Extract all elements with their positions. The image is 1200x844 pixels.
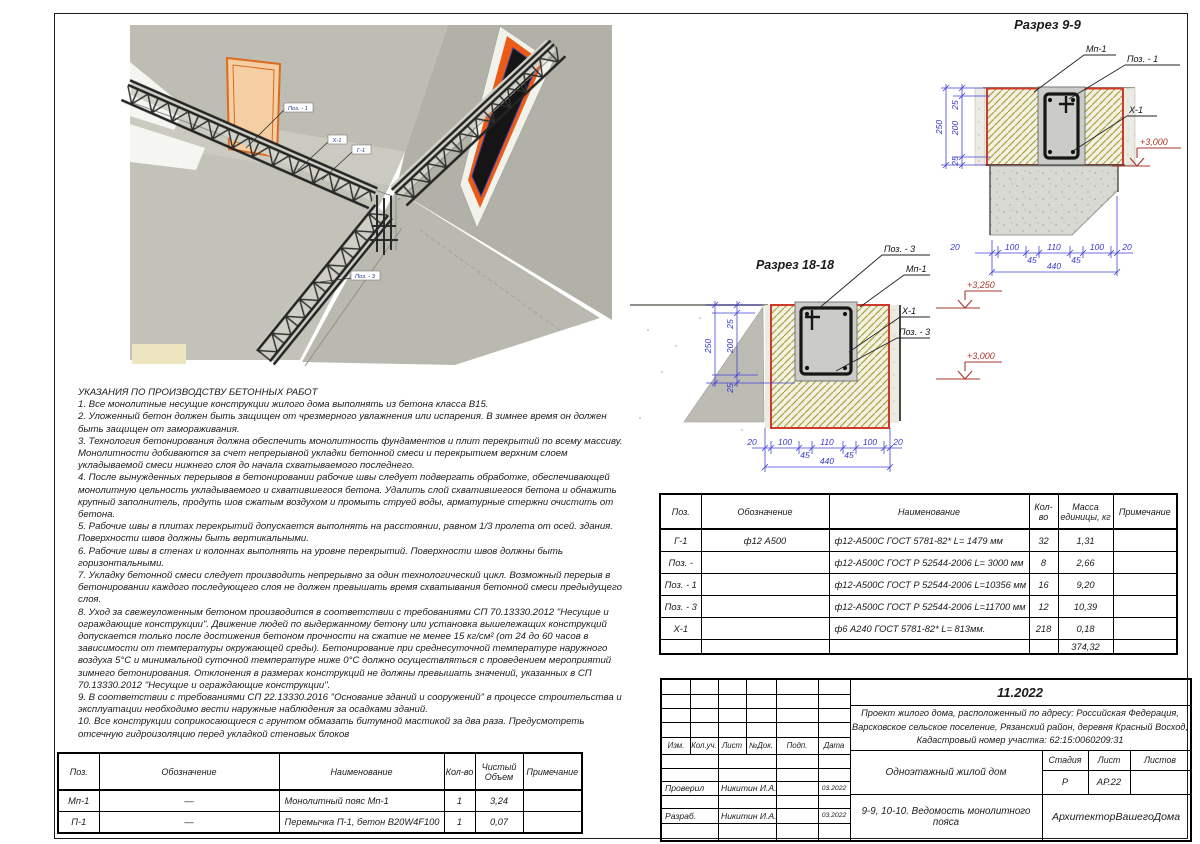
svg-text:250: 250 xyxy=(703,338,713,354)
note-line: 9. В соответствии с требованиями СП 22.13330.2016 "Основание зданий и сооружений" в процессе строительства и xyxy=(78,692,622,704)
svg-text:100: 100 xyxy=(777,437,793,447)
axon-callout-label: Г-1 xyxy=(356,148,366,154)
note-line: Монолитности добиваются за счет непрерывной укладки бетонной смеси и перекрытием верхним слоем xyxy=(78,448,568,460)
table-row xyxy=(660,596,1177,618)
table-cell: 218 xyxy=(1029,618,1058,640)
table-cell: ф12-А500С ГОСТ Р 52544-2006 L= 3000 мм xyxy=(829,552,1029,574)
table-cell xyxy=(701,640,829,655)
note-line: ограждающие конструкции". Движение людей по выдержанному бетону или установка вышележащих конструкций xyxy=(78,618,607,630)
svg-text:440: 440 xyxy=(1046,261,1062,271)
insulation-hatch xyxy=(1085,89,1123,164)
table-cell xyxy=(829,640,1029,655)
section-9-9-title: Разрез 9-9 xyxy=(1014,17,1081,32)
table-cell: 1,31 xyxy=(1058,529,1113,552)
elevation-value: +3,250 xyxy=(967,280,995,290)
tb-sheets-label: Листов xyxy=(1143,755,1177,765)
svg-text:250: 250 xyxy=(934,119,944,135)
note-line: зависимости от температуры окружающей среды). Бетонирование при среднесуточной температуре наружного xyxy=(78,643,608,655)
svg-text:25: 25 xyxy=(725,319,735,329)
col-header: Наименование xyxy=(829,494,1029,529)
tb-sheets-value xyxy=(1130,770,1190,794)
svg-text:440: 440 xyxy=(819,456,835,466)
tb-checked-date: 03.2022 xyxy=(821,784,847,792)
svg-text:100: 100 xyxy=(1089,242,1105,252)
tb-stage-value: Р xyxy=(1061,776,1069,788)
table-cell xyxy=(701,596,829,618)
table-cell: 0,18 xyxy=(1058,618,1113,640)
col-header: Кол-во xyxy=(444,753,475,790)
table-cell: Поз. - 3 xyxy=(660,596,701,618)
svg-text:200: 200 xyxy=(725,338,735,354)
note-line: 8. Уход за свежеуложенным бетоном производится в соответствии с требованиями СП 70.13330.2012 "Несущие и xyxy=(78,606,609,618)
tb-col-izm: Изм. xyxy=(667,741,685,750)
svg-text:20: 20 xyxy=(893,437,903,447)
table-cell: Мп-1 xyxy=(58,790,99,812)
note-line: укладываемой смеси нижнего слоя до начала схватываемого последнего. xyxy=(78,460,415,472)
note-line: бетона. xyxy=(78,509,116,521)
tb-doc-name: 9-9, 10-10. Ведомость монолитного пояса xyxy=(861,806,1031,828)
svg-text:25: 25 xyxy=(725,383,735,393)
note-line: 7. Укладку бетонной смеси следует производить непрерывно за один технологический цикл. Возможный перерыв в xyxy=(78,570,611,582)
table-cell: 1 xyxy=(444,812,475,834)
tb-dev-label: Разраб. xyxy=(665,810,697,821)
tb-dev-name: Никитин И.А. xyxy=(721,810,777,821)
block-face xyxy=(132,344,186,364)
col-header: Поз. xyxy=(660,494,701,529)
note-line: 6. Рабочие швы в стенах и колоннах выполнять на уровне перекрытий. Поверхности швов должны быть xyxy=(78,545,563,557)
tb-sheet-value: АР.22 xyxy=(1096,776,1122,788)
tb-col-dok: №Док. xyxy=(748,741,774,750)
table-cell xyxy=(660,640,701,655)
section-18-18-title: Разрез 18-18 xyxy=(755,258,835,272)
table-cell: 1 xyxy=(444,790,475,812)
table-cell: ф12-А500С ГОСТ Р 52544-2006 L=10356 мм xyxy=(829,574,1029,596)
callout-label: Х-1 xyxy=(1129,105,1144,115)
note-line: быть защищен от замораживания. xyxy=(78,423,240,435)
tb-col-data: Дата xyxy=(823,741,845,750)
tb-dev-date: 03.2022 xyxy=(821,812,847,819)
tb-address-line: Варсковское сельское поселение, Рязанский район, деревня Красный Восход, xyxy=(852,721,1188,732)
note-line: крупный заполнитель, продуть шов сжатым воздухом и промыть струей воды, арматурные стержни очистить от xyxy=(78,496,614,508)
rebar-spec-table xyxy=(659,493,1178,655)
col-header: Кол-во xyxy=(1029,494,1058,529)
note-line: монолитную цельность укладываемого и схватившегося бетона. Удалить слой схватившегося бетона и обнажить xyxy=(78,484,617,496)
table-header-row xyxy=(58,753,582,790)
table-cell: Монолитный пояс Мп-1 xyxy=(279,790,444,812)
note-line: 5. Рабочие швы в плитах перекрытий допускается выполнять на расстоянии, равном 1/3 пролета от осей. здания. xyxy=(78,521,613,533)
callout-label: Поз. - 1 xyxy=(1127,54,1159,64)
svg-text:20: 20 xyxy=(1122,242,1132,252)
ground-slope xyxy=(684,307,764,422)
table-cell: 374,32 xyxy=(1058,640,1113,655)
tb-col-koluch: Кол.уч. xyxy=(691,741,717,750)
note-line: Поверхности швов должны быть вертикальными. xyxy=(78,533,309,545)
table-cell xyxy=(1113,596,1177,618)
table-cell xyxy=(1113,574,1177,596)
table-cell xyxy=(1113,552,1177,574)
col-header: Масса единицы, кг xyxy=(1058,494,1113,529)
note-line: горизонтальными. xyxy=(78,557,165,569)
table-row xyxy=(660,640,1177,655)
title-block xyxy=(660,678,1192,842)
table-row xyxy=(660,618,1177,640)
svg-text:25: 25 xyxy=(950,100,960,110)
table-row xyxy=(660,529,1177,552)
tb-col-podp: Подп. xyxy=(786,741,808,750)
callout-label: Поз. - 3 xyxy=(884,244,916,254)
axon-callout-label: Х-1 xyxy=(332,138,342,144)
tb-company: АрхитекторВашегоДома xyxy=(1051,811,1181,823)
insulation-hatch xyxy=(987,89,1040,164)
table-cell: ф12-А500С ГОСТ Р 52544-2006 L=11700 мм xyxy=(829,596,1029,618)
note-line: 2. Уложенный бетон должен быть защищен от чрезмерного увлажнения или испарения. В зимнее время он должен xyxy=(78,411,607,423)
note-line: эксплуатации необходимо вести наружные наблюдения за осадками зданий. xyxy=(78,704,428,716)
axon-view xyxy=(121,25,612,366)
elevation-value: +3,000 xyxy=(1140,137,1168,147)
notes-lines xyxy=(78,399,658,741)
table-cell xyxy=(701,574,829,596)
note-line: слоя. xyxy=(78,594,102,606)
tb-checked-label: Проверил xyxy=(665,783,705,793)
table-cell: Г-1 xyxy=(660,529,701,552)
note-line: 3. Технология бетонирования должна обеспечить монолитность фундаментов и плит перекрытий по всему массиву. xyxy=(78,435,623,447)
table-cell: 9,20 xyxy=(1058,574,1113,596)
axon-callout-label: Поз. - 1 xyxy=(287,106,309,112)
note-line: зимнего бетонирования. Отклонения в размерах конструкций не должны превышать значений, указанных в СП xyxy=(78,667,592,679)
table-row xyxy=(660,552,1177,574)
col-header: Наименование xyxy=(279,753,444,790)
table-cell: Поз. - 1 xyxy=(660,574,701,596)
table-cell: 10,39 xyxy=(1058,596,1113,618)
table-cell: ф6 А240 ГОСТ 5781-82* L= 813мм. xyxy=(829,618,1029,640)
table-row xyxy=(660,574,1177,596)
col-header: Примечание xyxy=(1113,494,1177,529)
elevation-value: +3,000 xyxy=(967,351,995,361)
table-cell xyxy=(701,618,829,640)
notes-title: УКАЗАНИЯ ПО ПРОИЗВОДСТВУ БЕТОННЫХ РАБОТ xyxy=(78,387,318,398)
table-cell: 2,66 xyxy=(1058,552,1113,574)
table-cell: — xyxy=(99,812,279,834)
svg-text:110: 110 xyxy=(1047,242,1061,252)
table-cell: Поз. - xyxy=(660,552,701,574)
callout-label: Поз. - 3 xyxy=(899,327,931,337)
svg-text:100: 100 xyxy=(1004,242,1020,252)
svg-text:45: 45 xyxy=(800,450,810,460)
table-header-row xyxy=(660,494,1177,529)
table-cell: 8 xyxy=(1029,552,1058,574)
svg-text:45: 45 xyxy=(844,450,854,460)
table-cell xyxy=(1113,618,1177,640)
concrete-core xyxy=(795,302,857,381)
col-header: Поз. xyxy=(58,753,99,790)
col-header: Обозначение xyxy=(701,494,829,529)
table-cell: 3,24 xyxy=(475,790,523,812)
svg-text:100: 100 xyxy=(862,437,878,447)
tb-address-line: Кадастровый номер участка: 62:15:0060209:31 xyxy=(916,735,1124,746)
note-line: бетонировании каждого последующего слоя не должен превышать время схватывания бетонной смеси предыдущего xyxy=(78,582,622,594)
tb-stage-label: Стадия xyxy=(1048,755,1082,765)
wall-strip xyxy=(1123,88,1135,165)
table-cell: 32 xyxy=(1029,529,1058,552)
tb-col-list: Лист xyxy=(721,741,743,750)
table-cell xyxy=(523,790,582,812)
tb-address-line: Проект жилого дома, расположенный по адресу: Российская Федерация, xyxy=(861,708,1179,719)
table-cell: ф12-А500С ГОСТ 5781-82* L= 1479 мм xyxy=(829,529,1029,552)
table-row xyxy=(58,812,582,834)
tb-checked-name: Никитин И.А. xyxy=(721,783,777,793)
table-cell: Х-1 xyxy=(660,618,701,640)
elevation-mark xyxy=(936,291,1002,379)
tb-sheet-label: Лист xyxy=(1097,755,1121,765)
concrete-spec-table xyxy=(57,752,583,834)
note-line: воздуха 5°С и минимальной суточной температуре ниже 0°С должно осуществляться с проведением мероприятий xyxy=(78,655,612,667)
note-line: 70.13330.2012 "Несущие и ограждающие конструкции". xyxy=(78,679,331,691)
callout-label: Мп-1 xyxy=(1086,44,1107,54)
col-header: Чистый Объем xyxy=(475,753,523,790)
svg-text:200: 200 xyxy=(950,120,960,136)
table-row xyxy=(58,790,582,812)
table-cell xyxy=(1029,640,1058,655)
callout-label: Х-1 xyxy=(902,306,917,316)
tb-object: Одноэтажный жилой дом xyxy=(885,766,1007,778)
table-cell: П-1 xyxy=(58,812,99,834)
callout-label: Мп-1 xyxy=(906,264,927,274)
axon-callout-label: Поз. - 3 xyxy=(354,274,376,280)
table-cell xyxy=(523,812,582,834)
wall-below xyxy=(990,166,1118,235)
note-line: 1. Все монолитные несущие конструкции жилого дома выполнять из бетона класса В15. xyxy=(78,399,489,411)
svg-text:45: 45 xyxy=(1071,255,1081,265)
col-header: Примечание xyxy=(523,753,582,790)
note-line: допускается только после достижения бетоном прочности на сжатие не менее 15 кг/см² (от 24 до 60 часов в xyxy=(78,631,589,643)
table-cell xyxy=(1113,640,1177,655)
section-18-18-drawing xyxy=(630,244,1002,472)
table-cell: 16 xyxy=(1029,574,1058,596)
table-cell: 0,07 xyxy=(475,812,523,834)
table-cell xyxy=(701,552,829,574)
section-9-9-drawing xyxy=(934,44,1181,276)
svg-text:45: 45 xyxy=(1027,255,1037,265)
table-cell: ф12 А500 xyxy=(701,529,829,552)
svg-text:20: 20 xyxy=(950,242,960,252)
table-cell: — xyxy=(99,790,279,812)
table-cell xyxy=(1113,529,1177,552)
svg-text:25: 25 xyxy=(950,156,960,166)
note-line: 4. После вынужденных перерывов в бетонировании рабочие швы следует подвергать обработке, обеспечивающей xyxy=(78,472,610,484)
concrete-work-notes xyxy=(78,387,658,741)
svg-text:20: 20 xyxy=(747,437,757,447)
svg-text:110: 110 xyxy=(820,437,834,447)
tb-address xyxy=(850,705,1190,750)
table-cell: 12 xyxy=(1029,596,1058,618)
note-line: отсечную гидроизоляцию перед укладкой стеновых блоков xyxy=(78,728,350,740)
table-cell: Перемычка П-1, бетон B20W4F100 xyxy=(279,812,444,834)
note-line: 10. Все конструкции соприкосающиеся с грунтом обмазать битумной мастикой за два раза. Предусмотреть xyxy=(78,716,585,728)
wall-strip xyxy=(975,88,985,165)
tb-date: 11.2022 xyxy=(996,685,1044,700)
col-header: Обозначение xyxy=(99,753,279,790)
